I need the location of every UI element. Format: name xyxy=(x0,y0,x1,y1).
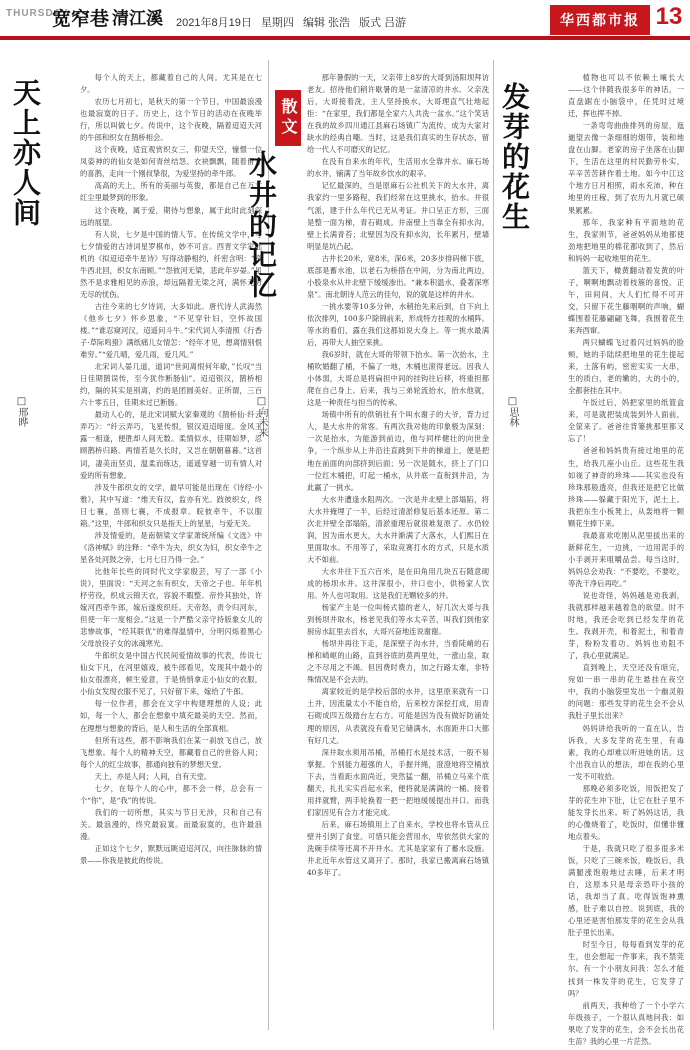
paragraph: 高高的天上，所有的美丽与英俊，都是自己在万丈红尘里最梦到的形象。 xyxy=(80,181,262,203)
design-credit: 版式 吕游 xyxy=(359,17,407,29)
paragraph: 妈妈讲给我听的一直在认，告诉我，大多发芽的花生里，有毒素，我的心却难以听进她的话。这个出我自认的想法，却在我的心里一发不可收拾。 xyxy=(568,723,684,781)
editor-credit: 编辑 张浩 xyxy=(302,17,351,29)
paragraph: 离家较近的是学校后部的水井，这里原来就有一口土井，因流量太小不能自给，后来校方深挖打成，用青石砌成四五级踏台左右方。可能是因为没有做好防涌处理的原因，从表就没有看见它储满水，水面距井口大都有好几丈。 xyxy=(307,687,489,745)
paragraph: 午饭过后，妈把家里的纸篮盒来，可是就把装成装到外人面前，全筐来了。爸爸往背篓挑那里都又忘了！ xyxy=(568,398,684,444)
paragraph: 那年暑假的一天，父亲带上8岁的大哥到汤阳坝拜访老友。招待他们稍许歇暑的是一盆清凉的井水。父亲洗后，大哥接着洗，主人坚持换水，大哥理直气壮地起拒：“在家里，我们都是全家六人共洗一盆水。”这个笑话在我的故乡四川通江县麻石场镇广为流传，成为大家对缺水的经典自嘲。当时，这是我们真实的生存状态，留给一代人不可磨灭的记忆。 xyxy=(307,73,489,155)
subsection-name: 清江溪 xyxy=(112,9,163,29)
genre-tag: 散文 xyxy=(275,90,301,146)
paragraph: 涉及情爱的，是南朝梁文学家萧统所编《文选》中《洛神赋》的注释：“牵牛为夫，织女为妇，织女牵牛之星各处河鼓之旁，七月七日乃得一会。” xyxy=(80,530,262,564)
paragraph: 七夕，在每个人的心中，都不会一样，总会有一个“你”，是“我”的传说。 xyxy=(80,783,262,805)
issue-weekday: 星期四 xyxy=(260,17,294,29)
paragraph: 大水井往下五六百米，是在田角用几块五石随意砌成的杨坝水井。这井深很小，井口也小，供杨家人饮用。外人也可取用。这是我们无颗较多的井。 xyxy=(307,566,489,601)
paragraph: 这个夜晚，适宜观赏织女三，仰望天空，憧憬一位凤姿神的的仙女是如何青丝结怨、衣袂飘飘，随着留守的喜鹊，走向一个刚叔挚很，为爱坚持的牵牛郎。 xyxy=(80,145,262,179)
article-title: 发芽的花生 xyxy=(498,82,531,232)
paragraph: 于是，我就只吃了很多很多米饭，只吃了三碗米饭，晚饭后，我满腿涨饱般地过去睡，后来才明白，这原本只是母亲恐吓小孩的话，我却当了真。吃得饭饱神熏感，肚子难以自控。说到底，我的心里还是害怕那发芽的花生会从我肚子里长出来。 xyxy=(568,844,684,938)
paragraph: 北宋词人晏几道，道词“世间离恨何年歇，”长叹“当日佳期鹊误传，至今犹作断肠仙”。迢迢银汉，鹊桥相约，隔的其实是别离，约的是团圆美好。正所谓，三百六十零五日，佳期未过已断肠。 xyxy=(80,362,262,408)
paragraph: 爸爸和妈妈贵有接过地里的花生，给我几座小山丘。这些花生我如视了神奇的珍珠——其实也没有珍珠那般透亮，但我还是把它比做珍珠——躲藏于阳光下，泥土上。我把东生小板凳上，从轰地将一颗颗花生捧下来。 xyxy=(568,446,684,528)
issue-info xyxy=(176,14,412,30)
paragraph: 杨家产主是一位叫杨式德的老人，好几次大哥与我到杨坝井取水，杨老见我们等水太辛苦，叫我们到他家厨房水缸里去舀水，大哥兴奋地连说谢谢。 xyxy=(307,603,489,637)
paragraph: 前两天，我种给了一个小学六年级孩子，一个很认真地问我：如果吃了发芽的花生，会不会长出花生苗？我的心里一片茫然。 xyxy=(568,1000,684,1046)
paragraph: 植物也可以不依赖土壤长大——这个伴随我很多年的神话，一直盘踞在小脑袋中，任凭时过境迁，挥也挥不掉。 xyxy=(568,73,684,119)
paragraph: 古井长20米，宽8米，深6米，20多步排码梯下底，底部是蓄水池，以老石为桥搭在中间，分为南北两边，小股泉水从井北壁下缓缓渗出。“兼本积温水，叠著深寒泉”。南北朝诗人范云的佳句，说的就是这样的井水。 xyxy=(307,253,489,299)
paragraph: 但所有这些，都不影响我们在某一刹放飞自己，放飞想象。每个人的精神天空，都藏着自己的世俗人间；每个人的红尘故事，都通向独有的梦想天堂。 xyxy=(80,735,262,769)
paragraph: 每个人的天上，都藏着自己的人间。尤其是在七夕。 xyxy=(80,73,262,95)
paragraph: 有人说，七夕是中国的情人节。在传统文学中，写七夕情爱的古诗词星罗棋布，妙不可言。西晋文学家陆机的《拟迢迢牵牛星诗》写得动静相约，纤密含明：“牵牛西北回，织女东南顾。”“怨彼河无梁，悲此年岁晏。”虽然不是求雅相见的赤浪，却远隔着无梁之河，满怀无穷无尽的忧伤。 xyxy=(80,229,262,299)
paragraph: 后来，麻石场镇用上了自来水，学校也将水管从丘壁井引到了食堂。可惜只能会营用水，卑依然供大家的洗碗手续等还离不开井水。尤其是家家有了蓄水设施。井北近年水管这又离开了。那时，我家已搬离麻石场镇40多年了。 xyxy=(307,819,489,878)
paragraph: 在没有自来水的年代，生活用水全靠井水。麻石场的水井，铺满了当年故乡饮水的艰辛。 xyxy=(307,157,489,179)
paragraph: 天上，亦是人间；人间，自有天堂。 xyxy=(94,771,212,781)
paragraph: 我6岁时，就在大哥的带领下抬水。第一次抬水，主桶吹婚翻了桶，不偏了一地，木桶也滚得老远。因我人小体弱，大哥总是将扁担中间的挂钩往后移，将重担都爬在自己身上。后来，我与三弟轮流抬水，抬水他就，这是一种责任与担当的传承。 xyxy=(307,350,489,408)
paragraph: 场镇中所有的供销社有个叫水谢子的大爷，背力过人，是大水井的常客。有两次我对他的印象极为深刻：一次是抬水，为能游到前边，他与同样健壮的向世金争，一个纵步从上井沿往直跳到下井的梯道上，便是把地在前面的向部挤到后面；另一次是随水，挤上了门口一位红木桶把，叮起一桶水，从井底一直衔到井沿，为此赢了一挑水。 xyxy=(307,410,489,492)
paragraph: 说也奇怪，妈妈越是劝我剥，我就那样越来越着急的欲望。时不时地，我还会吃到已经发芽的花生。我剥开壳，和着泥土，和着青芽，粉粉发着功。妈妈也劝阻不了，我心里就满足。 xyxy=(568,591,684,661)
paragraph: 最动人心的，是北宋词赋大家秦观的《鹊桥仙·纤云弄巧》：“纤云弄巧，飞星传恨，银汉迢迢暗度。金风玉露一相逢，便胜却人间无数。柔情似水，佳期如梦，忍顾鹊桥归路。两情若是久长时，又岂在朝朝暮暮。”这首词，凄美而坚贞，温柔而练达，遥遥穿越一切有情人对爱的所有想象。 xyxy=(80,410,262,480)
newspaper-brand: 华西都市报 xyxy=(550,5,650,35)
paragraph: 杨坝井再往下走，是深壁子沟水井，当看陡峭的石梯和崎岖的山路，直到谷底的莫两里处，一涨山泉，取之不尽用之不竭。但因费时费力，加之行路太难，非特殊情况是不会去的。 xyxy=(307,639,489,685)
paragraph: 一挑水要等10多分钟，水稍抬先来后到，自下向上依次排列，100多户除锦前来，形成特方挂观的水桶阵。等水的看们，露在我们这都如说大身上。等一挑水最满后，再带大人抽空来挑。 xyxy=(307,301,489,348)
paragraph: 那晚必须多吃饭，用饭把发了芽的花生冲下肚，让它在肚子里不能发芽长出来。听了妈妈这话，我的心像烧着了，吃饭时，似懂非懂地点着头。 xyxy=(568,783,684,841)
paragraph: 比他年长些的同时代文学家殷芸，写了一部《小说》，里面说：“天河之东有织女，天帝之子也。年年机杼劳役，织成云锦天衣，容貌不暇整。帝怜其独处，许嫁河西牵牛郎，嫁后遂废织纴。天帝怒，责令归河东，但使一年一度相会。”这是一个严酷父亲守持版象女儿的悲惨故事，“经其联优”的难得温情中，分明闪烁着黑心父母放役子女的冰魂寒光。 xyxy=(80,566,262,649)
paragraph: 那年，我家种有平面地的花生，我家则节，爸爸妈妈从地都使劲地把地里的棉花都收到了，然后和妈妈一起收地里的花生。 xyxy=(568,217,684,263)
article-author: □思林 xyxy=(507,396,518,427)
weekday-logo: THURSDAY xyxy=(6,8,69,19)
issue-date: 2021年8月19日 xyxy=(176,17,252,29)
header-rule xyxy=(0,36,690,40)
paragraph: 一条弯弯曲曲排列的房屋，迤逦望去像一条细细的烟带，装和地盘在山脚。老家的房子坐落在山脚下，生活在这里的村民勤劳朴实，辛辛苦苦耕作着土地。如今中江这个地方日月相照，雨水充沛，种在地里的庄稼，到了农历九月就已硕果累累。 xyxy=(568,121,684,215)
paragraph: 正如这个七夕，默默远眺迢迢河汉，向往脉脉的情景——你我是彼此的传说。 xyxy=(80,844,262,866)
article-body xyxy=(307,72,489,1032)
column-divider xyxy=(493,60,494,1030)
paragraph: 这个夜晚，属于爱，期待与想象，属于此时此刻深远的展望。 xyxy=(80,205,262,227)
paragraph: 记忆最深的，当是原麻石公社机关下的大水井，离我家约一里多路程，我们经常在这里挑水，抬水。井很气派，建于什么年代已无从考证。井口呈正方形，三面是整一面为梯，青石砌成。井南壁上当靠全有抑水沟，壁上长满青苔；北壁因为没有抑水沟，长年累月，壁墙明显是坑凸起。 xyxy=(307,181,489,251)
section-name: 宽窄巷 xyxy=(52,8,110,30)
paragraph: 我最喜欢吃刚从泥里拔出来的新鲜花生，一边挑，一边用泥手的小手剥开来咀嚼品尝。每当这时，妈妈总会劝我：“不要吃，不要吃，等洗干净后再吃。” xyxy=(568,530,684,588)
paragraph: 古往今来的七夕诗词，大多如此。唐代诗人武海然《他乡七夕》怀乡思象，“不见穿针妇，空怀故国楼。”“谁忍窥河汉，迢遥问斗牛。”宋代词人李清照《行香子·草际鸣蛩》满纸痛儿女情怎：“经年才见，想离情别恨难穷。”“爱几晴，爱几雨，爱几风。” xyxy=(80,301,262,360)
paragraph: 涉及牛郎织女的文学，最早可能是出现在《诗经·小雅》，其中写道：“维天有汉，监亦有光。跂彼织女，终日七襄，虽则七襄，不成报章。睆彼牵牛，不以服箱。”这里，牛郎和织女只是指天上的星星，与爱无关。 xyxy=(80,482,262,528)
paragraph: 牛郎织女是中国古代民间爱情故事的代表，传说七仙女下凡，在河里嬉戏，被牛郎看见，发现其中最小的仙女很漂亮，顿生爱意，于是悄悄拿走小仙女的衣服，小仙女发现衣服不见了，只好留下来，嫁给了牛郎。 xyxy=(80,651,262,697)
article-author: □邢晔 xyxy=(16,396,27,427)
paragraph: 直到晚上，天空还没有暗完，宛如一串一串的花生悬挂在夜空中，我的小脑袋里发出一个幽灵般的问题：那些发芽的花生会不会从我肚子里长出来？ xyxy=(568,663,684,721)
paragraph: 我们的一切所想，其实与节日无涉，只和自己有关。最浪漫的，终究最寂寞。而最寂寞的，也许最浪漫。 xyxy=(80,807,262,841)
article-body xyxy=(568,72,684,1046)
article-title: 天上亦人间 xyxy=(9,78,42,228)
article-body xyxy=(80,72,262,1032)
article-author: □向未来 xyxy=(256,396,267,437)
paragraph: 大水井遭逢水阻两次。一次是井北壁上部塌陷，将大水井掩埋了一半，后经过清淤修复后基本还原。第二次北井壁全部塌陷，清淤重理后就很难复原了。水仍较润，因为南水更大，大水井渐满了大落水，人们熙日在里面取水。不用等了，采取竞赛打水的方式，只是水质大不如前。 xyxy=(307,494,489,564)
article-title: 水井的记忆 xyxy=(245,150,278,300)
masthead xyxy=(0,0,690,44)
paragraph: 两只蝴蝶飞过着闪过妈妈的脸颊，她的手陆续把地里的花生提起来，土落有屿，密密实实一大串，生的质白，老的嫩的，大的小的，全都套挂在其中。 xyxy=(568,338,684,396)
paragraph: 每一位作者，都会在文字中构建理想的人设；此如，每一个人，都会在想象中填充最美的天空。然而，在理想与想象的背后，是人和生活的全部真相。 xyxy=(80,699,262,733)
paragraph: 篮天下，橄黄翻动着发黄的叶子，啊啊地飘动着枝簇的喜悦。正午，田间间，大人们忙得不可开交，只留下花生藤咽啊的声响，蝴蝶围着花藤翩翩飞舞，我围着花生来奔西窜。 xyxy=(568,265,684,335)
paragraph: 农历七月初七，是秋天的第一个节日，中国最浪漫也最寂寞的日子。历史上，这个节日的活动在夜晚举行，所以叫做七夕。传说中，这个夜晚，隔着迢迢天河的牛郎和织女在鹊桥相会。 xyxy=(80,97,262,143)
paragraph: 时至今日，每每看到发芽的花生，也会想起一件事来，我不禁莞尔。有一个小朋友问我：怎么才能找到一株发芽的花生，它发芽了吗？ xyxy=(568,940,684,998)
paragraph: 深井取水须用吊桶，吊桶打水是技术活，一般不易掌握。个别能力超强的人，手握井绳，澄澄地将空桶放下去，当看距水面尚近，突然猛一翻，吊桶立马来个底翻天，扎扎实实舀起水来，便将就是满满的一桶。接着用拌就臂，两手轮换着一把一把地缓缓提出井口。而我们家因见有合力才能完成。 xyxy=(307,747,489,817)
page-number: 13 xyxy=(655,3,683,30)
